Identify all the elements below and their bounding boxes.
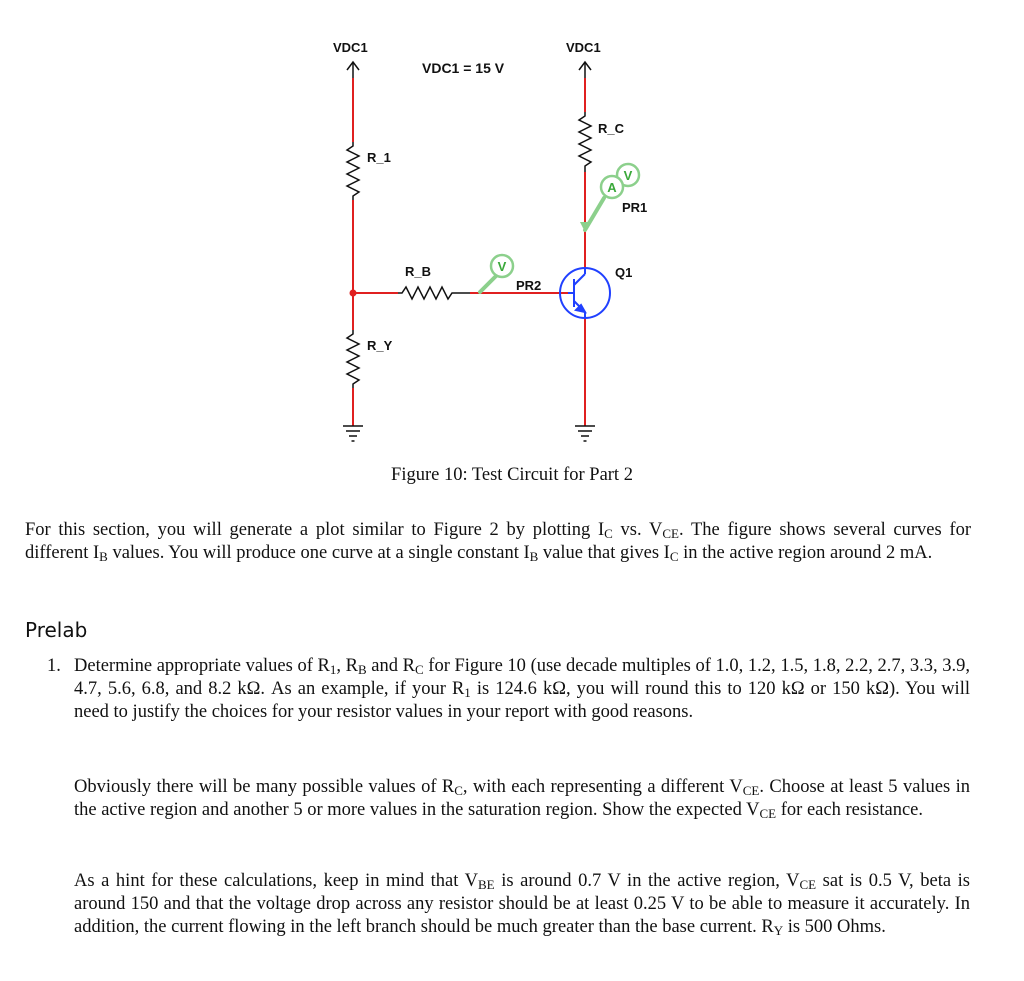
supply-value-label: VDC1 = 15 V (422, 60, 505, 76)
left-branch-wires (353, 78, 568, 426)
rb-label: R_B (405, 264, 432, 279)
pr2-voltage-probe (480, 255, 513, 292)
circuit-schematic (0, 0, 1024, 470)
item-1-number: 1. (47, 656, 61, 676)
pr1-current-voltage-probe (580, 164, 639, 232)
r1-resistor (347, 142, 359, 200)
supply-right-arrow (579, 62, 591, 78)
ground-left-symbol (343, 426, 363, 441)
rb-resistor (398, 287, 470, 299)
rc-label: R_C (598, 121, 625, 136)
figure-caption: Figure 10: Test Circuit for Part 2 (391, 465, 633, 485)
pr1-current-symbol: A (607, 180, 617, 195)
supply-left-label: VDC1 (333, 40, 368, 55)
pr1-label: PR1 (622, 200, 648, 215)
ry-resistor (347, 330, 359, 388)
rc-resistor (579, 112, 591, 172)
junction-node (350, 290, 357, 297)
prelab-heading: Prelab (25, 618, 88, 642)
supply-right-label: VDC1 (566, 40, 601, 55)
supply-left-arrow (347, 62, 359, 78)
rc-values-paragraph: Obviously there will be many possible values of $R_C$, with each representing a different $V_{CE}$. Choose at least 5 values in the active region and another 5 or more values in the saturation region. Show the expected $V_{CE}$ for each resistance. (74, 777, 971, 821)
pr2-label: PR2 (516, 278, 542, 293)
item-1-text: Determine appropriate values of $R_1$, $R_B$ and $R_C$ for Figure 10 (use decade multiples of 1.0, 1.2, 1.5, 1.8, 2.2, 2.7, 3.3, 3.9, 4.7, 5.6, 6.8, and 8.2 kΩ. As an example, if your $R_1$ is 124.6 kΩ, you will round this to 120 kΩ or 150 kΩ). You will need to justify the choices for your resistor values in your report with good reasons. (74, 656, 970, 722)
q1-label: Q1 (615, 265, 633, 280)
ry-label: R_Y (367, 338, 393, 353)
ground-right-symbol (575, 426, 595, 441)
pr2-symbol: V (497, 259, 507, 274)
pr1-voltage-symbol: V (623, 168, 633, 183)
hint-paragraph: As a hint for these calculations, keep in mind that $V_{BE}$ is around 0.7 V in the active region, $V_{CE}$ sat is 0.5 V, beta is around 150 and that the voltage drop across any resistor should be at least 0.25 V to be able to measure it accurately. In addition, the current flowing in the left branch should be much greater than the base current. $R_Y$ is 500 Ohms. (74, 871, 970, 938)
intro-paragraph: For this section, you will generate a plot similar to Figure 2 by plotting $I_C$ vs. $V_{CE}$. The figure shows several curves for different $I_B$ values. You will produce one curve at a single constant $I_B$ value that gives $I_C$ in the active region around 2 mA. (25, 520, 971, 564)
r1-label: R_1 (367, 150, 391, 165)
